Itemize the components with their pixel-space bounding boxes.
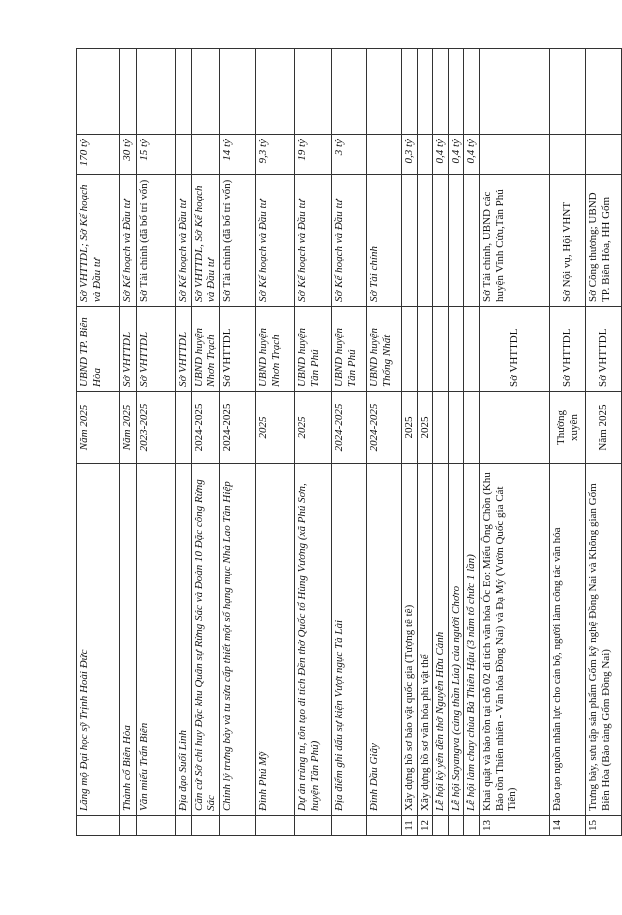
time-frame: 2025 <box>294 392 331 464</box>
note <box>550 49 586 135</box>
coordinating-agency: Sở VHTTDL, Sở Kế hoạch và Đầu tư <box>191 175 219 307</box>
lead-agency: Sở VHTTDL <box>137 307 176 392</box>
time-frame: 2024-2025 <box>191 392 219 464</box>
coordinating-agency <box>433 175 449 307</box>
note <box>137 49 176 135</box>
time-frame <box>433 392 449 464</box>
table-row <box>366 49 401 836</box>
coordinating-agency: Sở Công thương; UBND TP. Biên Hòa, HH Gốm <box>586 175 622 307</box>
cost: 3 tỷ <box>331 135 366 175</box>
cost <box>417 135 433 175</box>
table-row <box>417 49 433 836</box>
table-row <box>448 49 464 836</box>
row-number <box>176 816 192 836</box>
row-number <box>464 816 480 836</box>
lead-agency: Sở VHTTDL <box>586 307 622 392</box>
lead-agency: Sở VHTTDL <box>120 307 137 392</box>
lead-agency: UBND TP. Biên Hòa <box>77 307 120 392</box>
coordinating-agency: Sở Tài chính, UBND các huyện Vĩnh Cửu,Tân Phú <box>480 175 550 307</box>
task-name: Thành cổ Biên Hòa <box>120 464 137 816</box>
time-frame <box>176 392 192 464</box>
task-name: Lễ hội Sayangva (cúng thần Lúa) của người Chơro <box>448 464 464 816</box>
coordinating-agency: Sở Kế hoạch và Đầu tư <box>331 175 366 307</box>
note <box>294 49 331 135</box>
time-frame: 2024-2025 <box>331 392 366 464</box>
coordinating-agency: Sở Tài chính <box>366 175 401 307</box>
task-name: Trưng bày, sưu tập sản phẩm Gốm kỹ nghệ Đồng Nai và Không gian Gốm Biên Hòa (Bảo tàng Gốm Đồng Nai) <box>586 464 622 816</box>
time-frame <box>448 392 464 464</box>
row-number: 15 <box>586 816 622 836</box>
coordinating-agency: Sở Tài chính (đã bố trí vốn) <box>137 175 176 307</box>
note <box>120 49 137 135</box>
row-number: 13 <box>480 816 550 836</box>
coordinating-agency: Sở Nội vụ, Hội VHNT <box>550 175 586 307</box>
task-name: Xây dựng hồ sơ văn hóa phi vật thể <box>417 464 433 816</box>
cost: 14 tỷ <box>219 135 255 175</box>
table-row <box>137 49 176 836</box>
table-row <box>550 49 586 836</box>
cost: 9,3 tỷ <box>255 135 294 175</box>
cost: 30 tỷ <box>120 135 137 175</box>
lead-agency: UBND huyện Tân Phú <box>294 307 331 392</box>
lead-agency: Sở VHTTDL <box>176 307 192 392</box>
note <box>480 49 550 135</box>
task-name: Chỉnh lý trưng bày và tu sửa cấp thiết một số hạng mục Nhà Lao Tân Hiệp <box>219 464 255 816</box>
task-name <box>401 464 417 816</box>
coordinating-agency: Sở Tài chính (đã bố trí vốn) <box>219 175 255 307</box>
note <box>255 49 294 135</box>
task-name: Văn miếu Trấn Biên <box>137 464 176 816</box>
table-row <box>255 49 294 836</box>
coordinating-agency <box>401 175 417 307</box>
task-name: Lễ hội kỳ yên đền thờ Nguyễn Hữu Cảnh <box>433 464 449 816</box>
task-name: Đào tạo nguồn nhân lực cho cán bộ, người làm công tác văn hóa <box>550 464 586 816</box>
note <box>191 49 219 135</box>
time-frame <box>480 392 550 464</box>
task-name: Địa đạo Suối Linh <box>176 464 192 816</box>
note <box>433 49 449 135</box>
note <box>219 49 255 135</box>
time-frame: 2023-2025 <box>137 392 176 464</box>
table-row <box>191 49 219 836</box>
note <box>417 49 433 135</box>
note <box>331 49 366 135</box>
task-name: Lễ hội làm chay chùa Bà Thiên Hậu (3 năm tổ chức 1 lần) <box>464 464 480 816</box>
row-number <box>448 816 464 836</box>
lead-agency: UBND huyện Nhơn Trạch <box>255 307 294 392</box>
lead-agency <box>464 307 480 392</box>
table-row <box>294 49 331 836</box>
lead-agency <box>417 307 433 392</box>
cost <box>366 135 401 175</box>
coordinating-agency: Sở Kế hoạch và Đầu tư <box>255 175 294 307</box>
task-name: Dự án trùng tu, tôn tạo di tích Đền thờ Quốc tổ Hùng Vương (xã Phú Sơn, huyện Tân Phú) <box>294 464 331 816</box>
time-frame: Năm 2025 <box>77 392 120 464</box>
cost <box>176 135 192 175</box>
cost <box>550 135 586 175</box>
cost: 170 tỷ <box>77 135 120 175</box>
cost <box>480 135 550 175</box>
lead-agency: Sở VHTTDL <box>550 307 586 392</box>
row-number <box>120 816 137 836</box>
row-number: 14 <box>550 816 586 836</box>
row-number <box>433 816 449 836</box>
table-row <box>219 49 255 836</box>
task-name: Khai quật và bảo tồn tại chỗ 02 di tích văn hóa Óc Eo: Miếu Ông Chồn (Khu Bảo tồn Thiên nhiên - Văn hóa Đồng Nai) và Đạ Mý (Vườn Quốc gia Cát Tiên) <box>480 464 550 816</box>
time-frame: Năm 2025 <box>586 392 622 464</box>
note <box>401 49 417 135</box>
time-frame: Thường xuyên <box>550 392 586 464</box>
lead-agency <box>433 307 449 392</box>
cost: 0,4 tỷ <box>448 135 464 175</box>
time-frame: Năm 2025 <box>120 392 137 464</box>
table-row <box>480 49 550 836</box>
task-name: Đình Dầu Giây <box>366 464 401 816</box>
cost: 0,4 tỷ <box>433 135 449 175</box>
task-name: Lăng mộ Đại học sỹ Trịnh Hoài Đức <box>77 464 120 816</box>
project-table <box>76 48 622 836</box>
coordinating-agency <box>464 175 480 307</box>
table-row <box>176 49 192 836</box>
note <box>366 49 401 135</box>
note <box>176 49 192 135</box>
row-number <box>366 816 401 836</box>
table-row <box>120 49 137 836</box>
table-row <box>464 49 480 836</box>
time-frame <box>464 392 480 464</box>
lead-agency: Sở VHTTDL <box>219 307 255 392</box>
row-number <box>137 816 176 836</box>
row-number: 12 <box>417 816 433 836</box>
coordinating-agency <box>417 175 433 307</box>
coordinating-agency <box>448 175 464 307</box>
coordinating-agency: Sở VHTTDL; Sở Kế hoạch và Đầu tư <box>77 175 120 307</box>
time-frame: 2025 <box>255 392 294 464</box>
note <box>464 49 480 135</box>
row-number <box>294 816 331 836</box>
cost: 19 tỷ <box>294 135 331 175</box>
lead-agency <box>401 307 417 392</box>
time-frame: 2024-2025 <box>366 392 401 464</box>
coordinating-agency: Sở Kế hoạch và Đầu tư <box>176 175 192 307</box>
table-row <box>331 49 366 836</box>
lead-agency: UBND huyện Tân Phú <box>331 307 366 392</box>
task-name-main: Xây dựng hồ sơ bảo vật quốc gia (Tượng tê tê) <box>402 604 415 811</box>
time-frame: 2024-2025 <box>219 392 255 464</box>
coordinating-agency: Sở Kế hoạch và Đầu tư <box>294 175 331 307</box>
row-number: 11 <box>401 816 417 836</box>
cost <box>191 135 219 175</box>
note <box>77 49 120 135</box>
lead-agency: UBND huyện Nhơn Trạch <box>191 307 219 392</box>
cost: 0,4 tỷ <box>464 135 480 175</box>
task-name: Địa điểm ghi dấu sự kiện Vượt ngục Tà Lài <box>331 464 366 816</box>
time-frame: 2025 <box>401 392 417 464</box>
row-number <box>219 816 255 836</box>
table-row <box>401 49 417 836</box>
lead-agency: Sở VHTTDL <box>480 307 550 392</box>
table-row <box>77 49 120 836</box>
time-frame: 2025 <box>417 392 433 464</box>
cost: 15 tỷ <box>137 135 176 175</box>
cost: 0,3 tỷ <box>401 135 417 175</box>
task-name: Căn cứ Sở chỉ huy Đặc khu Quân sự Rừng Sác và Đoàn 10 Đặc công Rừng Sác <box>191 464 219 816</box>
note <box>586 49 622 135</box>
row-number <box>191 816 219 836</box>
task-name: Đình Phú Mỹ <box>255 464 294 816</box>
row-number <box>331 816 366 836</box>
row-number <box>77 816 120 836</box>
lead-agency: UBND huyện Thống Nhất <box>366 307 401 392</box>
table-row <box>433 49 449 836</box>
cost <box>586 135 622 175</box>
note <box>448 49 464 135</box>
lead-agency <box>448 307 464 392</box>
row-number <box>255 816 294 836</box>
table-row <box>586 49 622 836</box>
coordinating-agency: Sở Kế hoạch và Đầu tư <box>120 175 137 307</box>
